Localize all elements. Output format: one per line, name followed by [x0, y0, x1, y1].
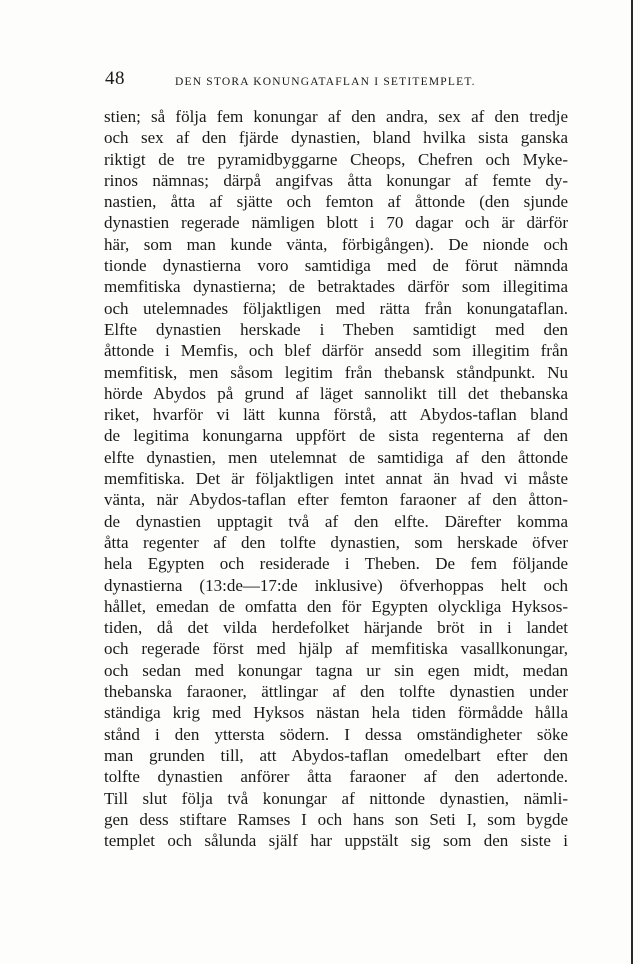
running-head: DEN STORA KONUNGATAFLAN I SETITEMPLET.: [175, 76, 476, 88]
text-line: och regerade först med hjälp af memfitiska vasallkonungar,: [104, 639, 568, 659]
text-line: hållet, emedan de omfatta den för Egypten olyckliga Hyksos-: [104, 596, 568, 616]
text-line: thebanska faraoner, ättlingar af den tolfte dynastien under: [104, 682, 568, 702]
text-line: dynastien regerade nämligen blott i 70 dagar och är därför: [104, 213, 568, 233]
page-edge-rule: [631, 0, 633, 964]
page-header: [105, 68, 565, 90]
text-line: elfte dynastien, men utelemnat de samtidiga af den åttonde: [104, 447, 568, 467]
text-line: ständiga krig med Hyksos nästan hela tiden förmådde hålla: [104, 703, 568, 723]
text-line: och sedan med konungar tagna ur sin egen midt, medan: [104, 660, 568, 680]
text-line: Elfte dynastien herskade i Theben samtidigt med den: [104, 319, 568, 339]
text-line: gen dess stiftare Ramses I och hans son Seti I, som bygde: [104, 809, 568, 829]
text-line: tionde dynastierna voro samtidiga med de förut nämnda: [104, 256, 568, 276]
text-line: nastien, åtta af sjätte och femton af åttonde (den sjunde: [104, 192, 568, 212]
text-line: hörde Abydos på grund af läget sannolikt till det thebanska: [104, 383, 568, 403]
text-line: de dynastien upptagit två af den elfte. Därefter komma: [104, 511, 568, 531]
text-line: de legitima konungarna uppfört de sista regenterna af den: [104, 426, 568, 446]
text-line: riktigt de tre pyramidbyggarne Cheops, Chefren och Myke-: [104, 149, 568, 169]
text-line: riket, hvarför vi lätt kunna förstå, att Abydos-taflan bland: [104, 405, 568, 425]
text-line: memfitiska dynastierna; de betraktades därför som illegitima: [104, 277, 568, 297]
text-line: templet och sålunda själf har uppstält sig som den siste i: [104, 831, 568, 851]
text-line: och sex af den fjärde dynastien, bland hvilka sista ganska: [104, 128, 568, 148]
page-number: 48: [105, 68, 125, 89]
text-line: memfitisk, men såsom legitim från thebansk ståndpunkt. Nu: [104, 362, 568, 382]
text-line: rinos nämnas; därpå angifvas åtta konungar af femte dy-: [104, 170, 568, 190]
text-line: Till slut följa två konungar af nittonde dynastien, nämli-: [104, 788, 568, 808]
text-line: och utelemnades följaktligen med rätta från konungataflan.: [104, 298, 568, 318]
text-line: tolfte dynastien anförer åtta faraoner af den adertonde.: [104, 767, 568, 787]
text-line: åtta regenter af den tolfte dynastien, som herskade öfver: [104, 532, 568, 552]
text-line: hela Egypten och residerade i Theben. De fem följande: [104, 554, 568, 574]
text-line: memfitiska. Det är följaktligen intet annat än hvad vi måste: [104, 469, 568, 489]
text-line: åttonde i Memfis, och blef därför ansedd som illegitim från: [104, 341, 568, 361]
text-line: man grunden till, att Abydos-taflan omedelbart efter den: [104, 745, 568, 765]
text-line: stien; så följa fem konungar af den andra, sex af den tredje: [104, 107, 568, 126]
text-line: dynastierna (13:de—17:de inklusive) öfverhoppas helt och: [104, 575, 568, 595]
text-line: stånd i den yttersta södern. I dessa omständigheter söke: [104, 724, 568, 744]
body-text: [104, 106, 568, 851]
text-line: vänta, när Abydos-taflan efter femton faraoner af den åtton-: [104, 490, 568, 510]
text-line: tiden, då det vilda herdefolket härjande bröt in i landet: [104, 618, 568, 638]
text-line: här, som man kunde vänta, förbigången). De nionde och: [104, 234, 568, 254]
